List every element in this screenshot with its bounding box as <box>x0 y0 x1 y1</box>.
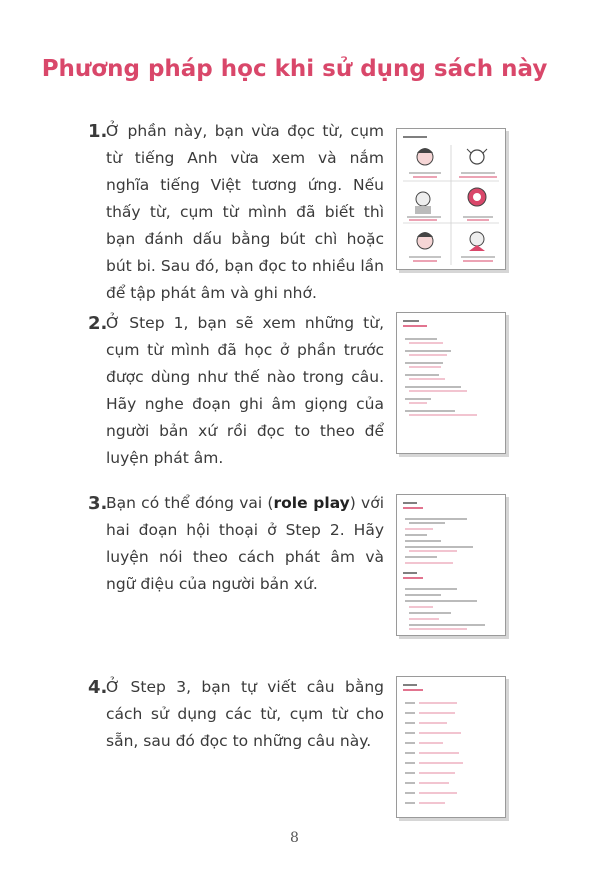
step-number: 1. <box>88 121 108 142</box>
step-text-part: ) với hai đoạn hội thoại ở Step 2. Hãy luyện nói theo cách phát âm và ngữ điệu của người bản xứ. <box>106 494 385 593</box>
step-2-preview-image <box>396 312 506 454</box>
step-2 <box>88 310 384 480</box>
page-number: 8 <box>290 830 299 846</box>
step-4 <box>88 674 384 794</box>
step-number: 3. <box>88 493 108 514</box>
step-3-preview-image <box>396 494 506 636</box>
step-text <box>106 490 384 598</box>
step-1-preview-image <box>396 128 506 270</box>
step-text: Ở Step 1, bạn sẽ xem những từ, cụm từ mình đã học ở phần trước được dùng như thế nào trong câu. Hãy nghe đoạn ghi âm giọng của người bản xứ rồi đọc to theo để luyện phát âm. <box>106 314 384 467</box>
page-title: Phương pháp học khi sử dụng sách này <box>41 56 548 82</box>
step-text: Ở Step 3, bạn tự viết câu bằng cách sử dụng các từ, cụm từ cho sẵn, sau đó đọc to những câu này. <box>106 678 384 750</box>
step-text-part: Bạn có thể đóng vai ( <box>106 494 274 512</box>
step-text: Ở phần này, bạn vừa đọc từ, cụm từ tiếng Anh vừa xem và nắm nghĩa tiếng Việt tương ứng. Nếu thấy từ, cụm từ mình đã biết thì bạn đánh dấu bằng bút chì hoặc bút bi. Sau đó, bạn đọc to nhiều lần để tập phát âm và ghi nhớ. <box>106 122 384 302</box>
step-1 <box>88 118 384 302</box>
step-number: 2. <box>88 313 108 334</box>
step-4-preview-image <box>396 676 506 818</box>
role-play-term: role play <box>273 494 350 512</box>
step-3 <box>88 490 385 610</box>
step-number: 4. <box>88 677 108 698</box>
